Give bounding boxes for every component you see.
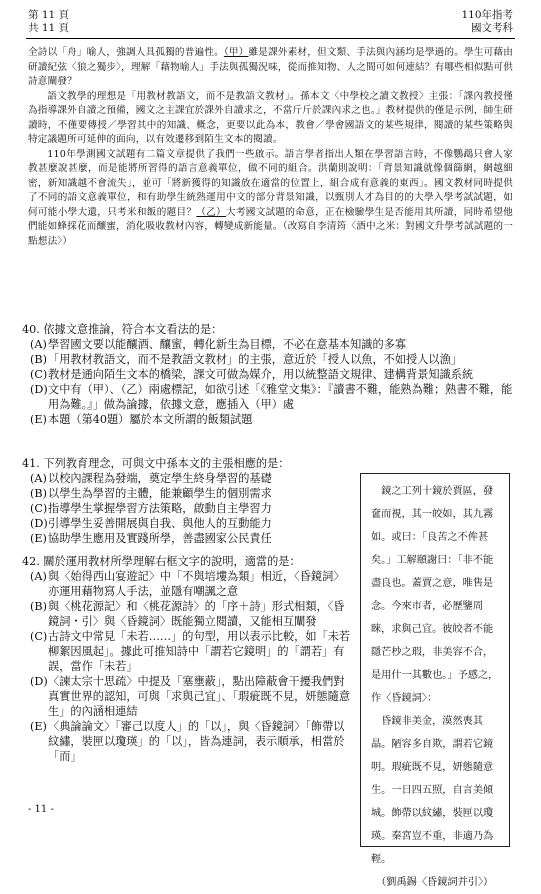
poem-body: 昏鏡非美金，漠然喪其晶。陋容多自欺，謂若它鏡明。瑕疵既不見，妍態隨意生。一日四五照，自言美傾城。飾帶以紋繡，裝匣以瓊瑛。秦宮豈不重，非適乃為輕。: [371, 716, 494, 865]
page-header-left: [28, 9, 69, 34]
page-number-label: 第 11 頁: [28, 9, 70, 21]
poem-text-box: [360, 473, 510, 888]
option-c[interactable]: (C) 指導學生掌握學習方法策略，啟動自主學習力: [30, 502, 272, 515]
essay-paragraph-3: 110年學測國文試題有二篇文章提供了我們一些啟示。語言學者指出人類在學習語言時，不像鸚鵡只會人家教甚麼說甚麼，而是能將所習得的語言意義單位，做不同的組合。洪蘭則說明：「背景知識就像個篩網，網越細密，新知識越不會流失」，並可「將新獲得的知識放在適當的位置上，組合成有意義的東西」。國文教材同時提供了不同的語文意義單位，和有助學生統熟運用中文的部分背景知識，以甄別人才為目的的大學入學考試試題，如何可能小學大遺，只考米和飯的題目？（乙）大考國文試題的命意，正在檢驗學生是否能用其所讀，同時希望他們能如蜂採花而釀蜜，消化吸收教材內容，轉變成新能量。（改寫自李清筠〈酒中之米：對國文升學考試試題的一點想法〉）: [28, 148, 513, 247]
essay-paragraph-1: 全詩以「舟」喻人，強調人具孤獨的普遍性。（甲）雖是課外素材，但文類、手法與內涵均是學過的。學生可藉由研讀紀弦〈狼之獨步〉，理解「藉物喻人」手法與孤獨況味，從而推知物、人之間可如何連結？有哪些相似點可供詩意闡發？: [28, 47, 513, 87]
exam-title: 110年指考: [461, 9, 513, 21]
option-a[interactable]: (A) 以校內課程為發端，奠定學生終身學習的基礎: [30, 472, 272, 485]
page-header-right: [461, 9, 513, 34]
question-stem: 40. 依據文意推論，符合本文看法的是：: [22, 323, 223, 336]
poem-preface: 鏡之工列十鏡於賈區，發奩而視，其一皎如，其九霧如。或曰：「良苦之不侔甚矣。」工解頤謝曰：「非不能盡良也。蓋賈之意，唯售是念。今來市者，必歷鑒周睞，求與己宜。彼皎者不能隱芒杪之瑕，非美容不合，是用什一其數也。」予感之，作〈昏鏡詞〉：: [371, 486, 499, 704]
question-41: [22, 456, 352, 546]
essay-paragraph-2: 語文教學的理想是「用教材教語文，而不是教語文教材」。孫本文〈中學校之讀文教授〉主張：「課內教授僅為指導課外自讀之預備，國文之主課宜於課外自讀求之，不當斤斤於課內求之也。」教材提供的僅是示例，師生研讀時，不僅要傳授／學習其中的知識、概念，更要以此為本，教會／學會國語文的某些規律，閱讀的某些策略與特定議題所可延伸的面向，以有效遷移到陌生文本的閱讀。: [28, 90, 513, 145]
footer-page-number: - 11 -: [28, 804, 54, 815]
option-a[interactable]: (A) 與〈始得西山宴遊記〉中「不與培塿為類」相近，〈昏鏡詞〉亦運用藉物寫人手法，並隱有嘲諷之意: [30, 570, 345, 598]
poem-attribution: （劉禹錫〈昏鏡詞并引〉）: [376, 877, 494, 888]
option-d[interactable]: (D) 引導學生妥善開展與自我、與他人的互動能力: [30, 517, 272, 530]
option-d[interactable]: (D) 〈諫太宗十思疏〉中提及「塞壅蔽」，點出障蔽會干擾我們對真實世界的認知，可與「求與己宜」、「瑕疵既不見，妍態隨意生」的內涵相連結: [30, 675, 351, 718]
question-40: [22, 322, 517, 427]
option-c[interactable]: (C) 古詩文中常見「未若……」的句型，用以表示比較，如「未若柳絮因風起」。據此可推知詩中「謂若它鏡明」的「謂若」有誤，當作「未若」: [30, 630, 351, 673]
option-e[interactable]: (E) 本題（第40題）屬於本文所謂的飯類試題: [30, 413, 253, 426]
option-e[interactable]: (E) 協助學生應用及實踐所學，善盡國家公民責任: [30, 532, 272, 545]
question-42: [22, 554, 352, 764]
option-d[interactable]: (D) 文中有（甲）、（乙）兩處標記，如欲引述「《雅堂文集》：『讀書不難，能熟為難；熟書不難，能用為難。』」做為論據，依據文意，應插入（甲）處: [30, 383, 513, 411]
page-total-label: 共 11 頁: [28, 21, 70, 34]
question-stem: 42. 關於運用教材所學理解右框文字的說明，適當的是：: [22, 555, 301, 568]
option-b[interactable]: (B) 「用教材教語文，而不是教語文教材」的主張，意近於「授人以魚，不如授人以漁」: [30, 353, 462, 366]
option-a[interactable]: (A) 學習國文要以能釀酒、釀蜜，轉化新生為目標，不必在意基本知識的多寡: [30, 338, 407, 351]
subject-title: 國文考科: [471, 21, 513, 34]
option-b[interactable]: (B) 以學生為學習的主體，能兼顧學生的個別需求: [30, 487, 272, 500]
marker-jia: （甲）: [223, 47, 249, 58]
option-e[interactable]: (E) 〈典論論文〉「審己以度人」的「以」，與〈昏鏡詞〉「飾帶以紋繡，裝匣以瓊瑛」的「以」，皆為連詞，表示順承，相當於「而」: [30, 720, 345, 763]
header-rule: [26, 38, 515, 39]
question-stem: 41. 下列教育理念，可與文中孫本文的主張相應的是：: [22, 457, 290, 470]
essay-passage: [28, 46, 513, 249]
option-c[interactable]: (C) 教材是通向陌生文本的橋梁，課文可做為媒介，用以統整語文規律、建構背景知識系統: [30, 368, 474, 381]
marker-yi: （乙）: [196, 206, 226, 218]
option-b[interactable]: (B) 與〈桃花源記〉和〈桃花源詩〉的「序＋詩」形式相類，〈昏鏡詞・引〉與〈昏鏡詞〉既能獨立閱讀，又能相互闡發: [30, 600, 345, 628]
